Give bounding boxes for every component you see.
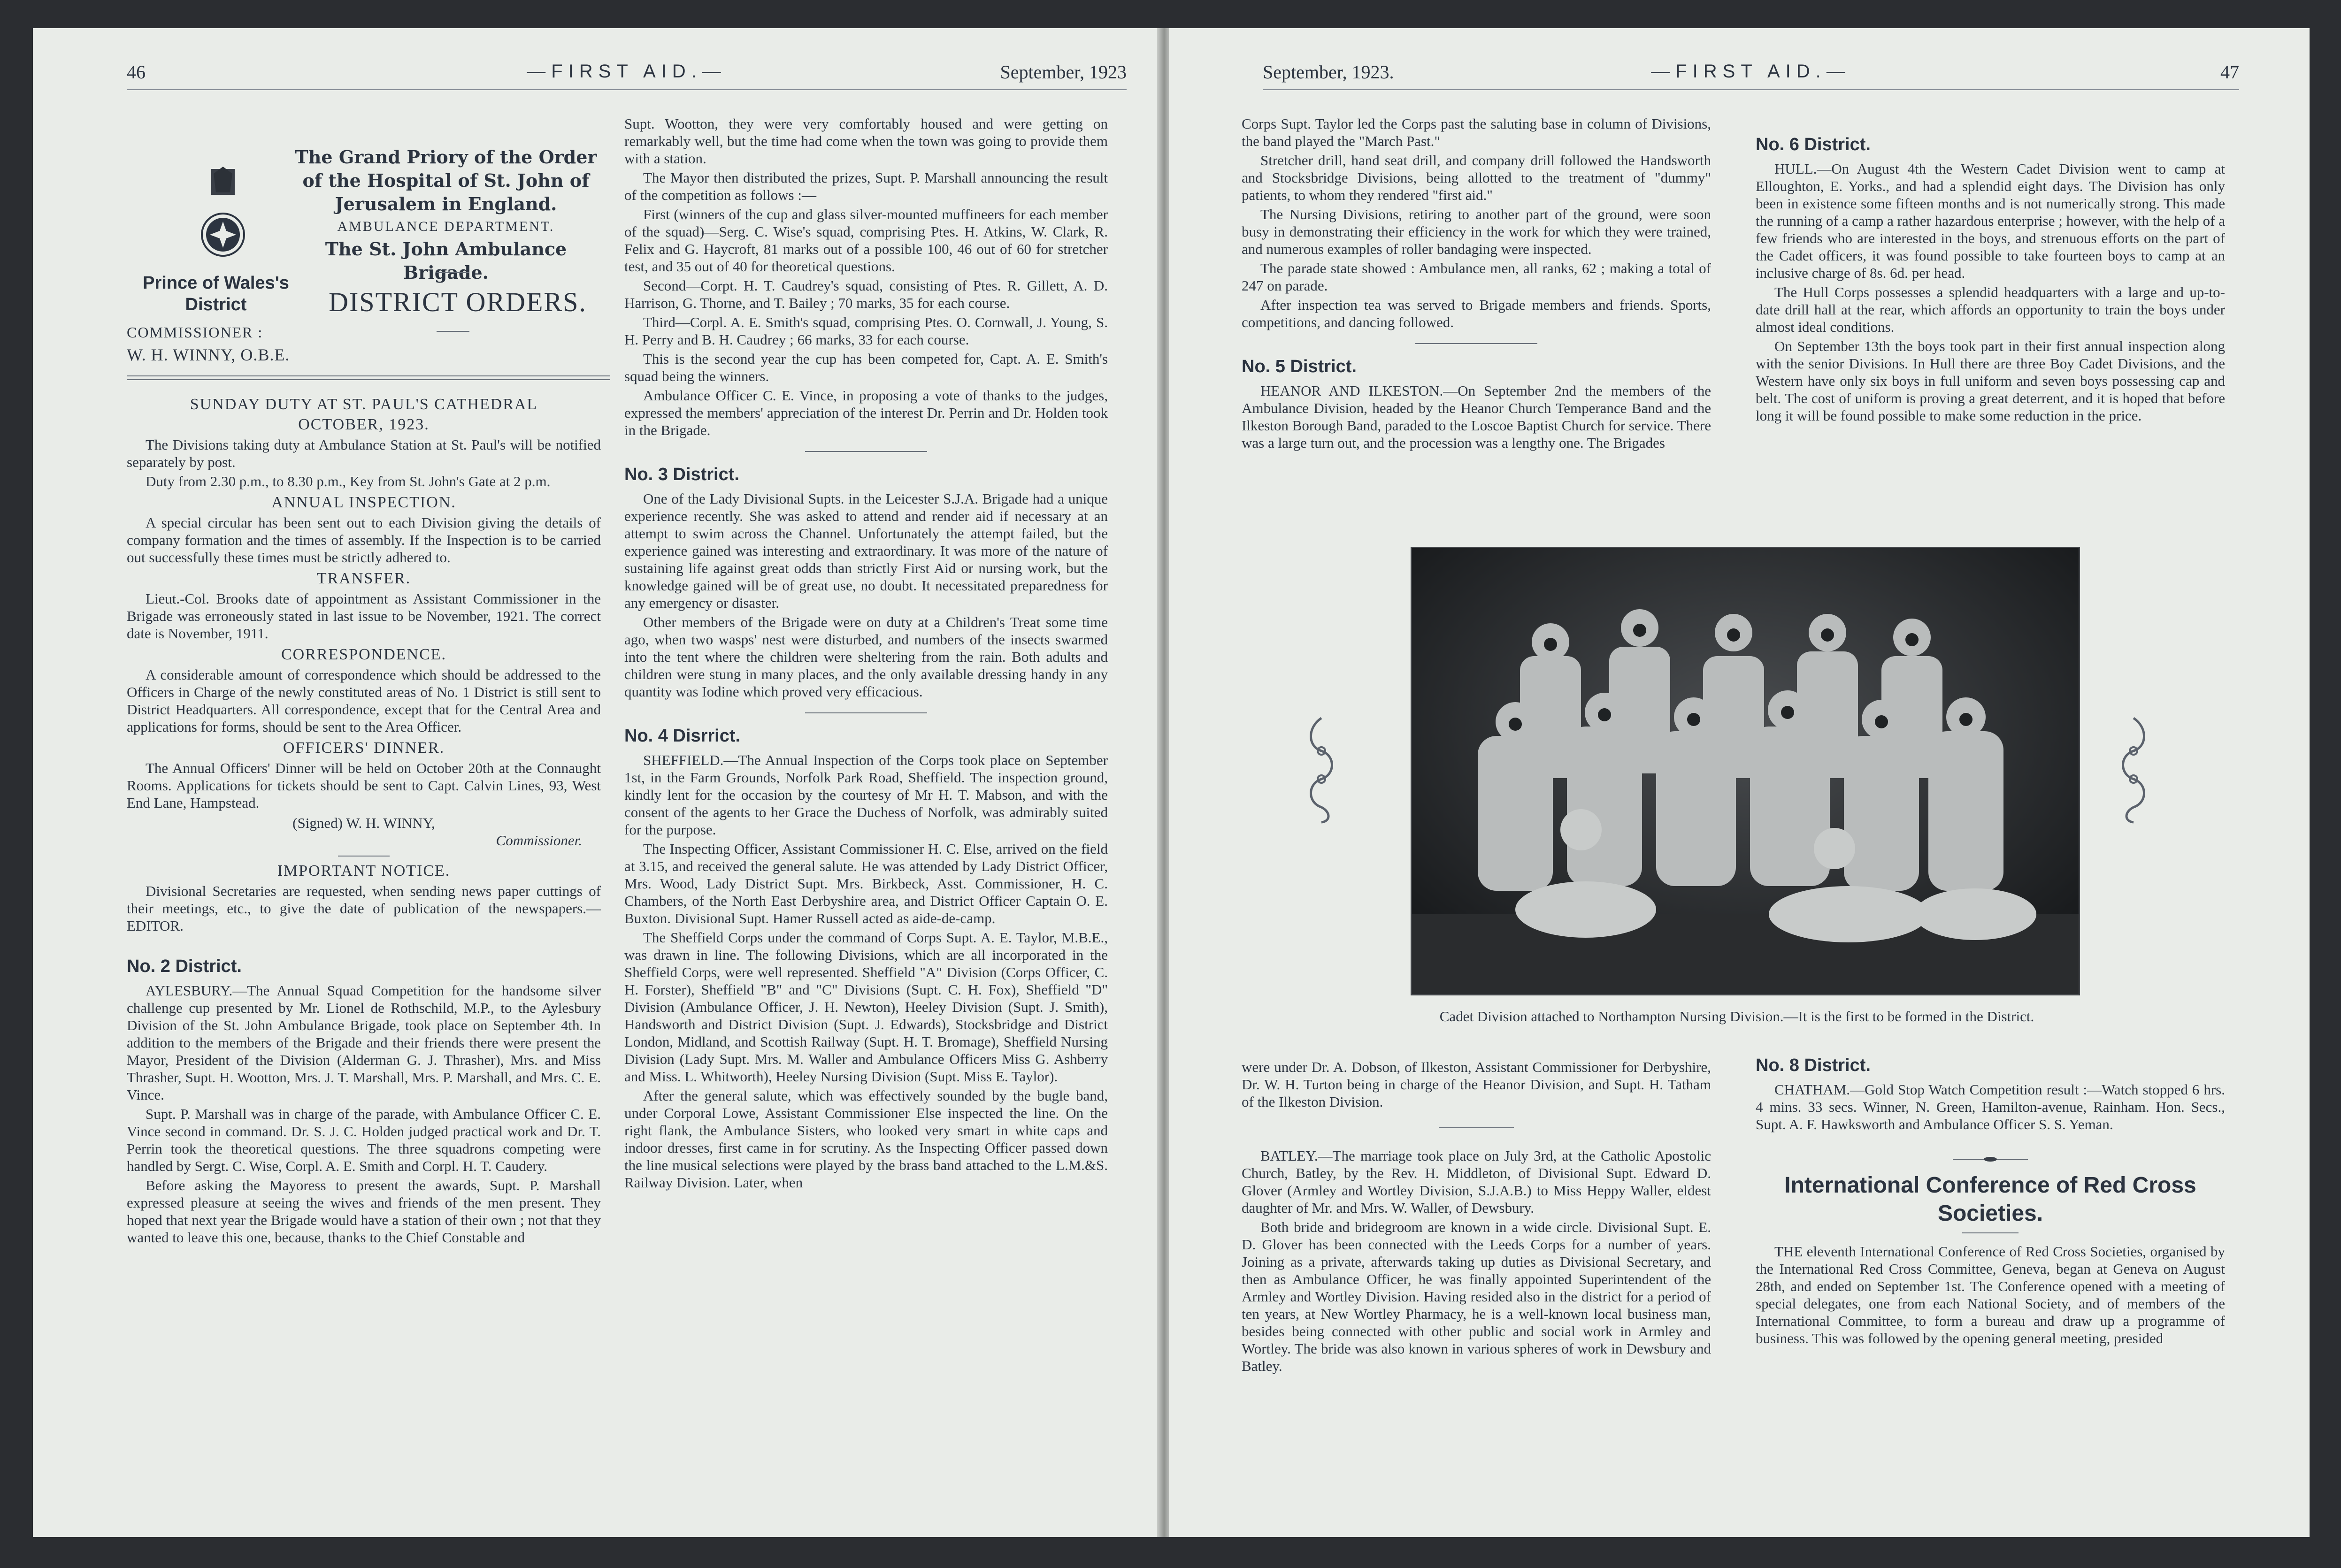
no4-text-3: The Sheffield Corps under the command of Corps Supt. A. E. Taylor, M.B.E., was drawn in line. The following Divisions, which are all incorporated in the Sheffield Corps, were well represented. Sheffield "A" Division (Corps Officer, C. H. Forster), Sheffield "B" and "C" Divisions (Supt. C. H. Fox), Sheffield "D" Division (Ambulance Officer, J. H. Newton), Heeley Division (Supt. J. Smith), Handsworth and District Division (Supt. J. Edwards), Stocksbridge and District London, Midland, and Scottish Railway (Supt. H. T. Bromage), Sheffield Nursing Division (Lady Supt. Mrs. M. Waller and Ambulance Officers Miss G. Ashberry and Miss. L. Whitworth), Heeley Nursing Division (Supt. Miss E. Taylor). xyxy=(624,929,1108,1085)
priory-title xyxy=(282,145,610,284)
r-col3-rule xyxy=(1439,1127,1514,1128)
annual-inspection-text: A special circular has been sent out to each Division giving the details of company formation and the times of assembly. If the Inspection is to be carried out successfully these times must be strictly adhered to. xyxy=(127,514,601,566)
no8-district-heading: No. 8 District. xyxy=(1756,1056,1871,1075)
no3-text-1: One of the Lady Divisional Supts. in the Leicester S.J.A. Brigade had a unique experience recently. She was asked to attend and render aid if necessary at an attempt to swim across the Channel. Unfortunately the attempt failed, but the experience gained was interesting and extraordinary. It was more of the nature of sustaining life against great odds than strictly First Aid or nursing work, but the knowledge gained will be of great use, no doubt. It necessitated preparedness for any emergency or disaster. xyxy=(624,490,1108,611)
commissioner-name: W. H. WINNY, O.B.E. xyxy=(127,345,290,364)
r-col3-text-1: were under Dr. A. Dobson, of Ilkeston, Assistant Commissioner for Derbyshire, Dr. W. H. Turton being in charge of the Heanor Division, and Supt. H. Tatham of the Ilkeston Division. xyxy=(1242,1059,1711,1110)
no2-text-1: AYLESBURY.—The Annual Squad Competition for the handsome silver challenge cup presented by Mr. Lionel de Rothschild, M.P., to the Aylesbury Division of the St. John Ambulance Brigade, took place on September 4th. In addition to the members of the Brigade and their friends there were present the Mayor, President of the Division (Alderman G. J. Thrasher), Mrs. and Miss Thrasher, Supt. H. Wootton, Mrs. J. T. Marshall, Mrs. P. Marshall, and Mrs. C. E. Vince. xyxy=(127,982,601,1103)
signed-line: (Signed) W. H. WINNY, xyxy=(292,815,435,831)
intl-conference-text: THE eleventh International Conference of Red Cross Societies, organised by the International Red Cross Committee, Geneva, began at Geneva on August 28th, and ended on September 1st. The Conference opened with a meeting of special delegates, one from each National Society, and of members of the International Committee, to form a bureau and draw up a programme of business. This was followed by the opening general meeting, presided xyxy=(1756,1243,2225,1346)
col2-text-2: The Mayor then distributed the prizes, Supt. P. Marshall announcing the result of the competition as follows :— xyxy=(624,169,1108,203)
intl-rule xyxy=(1962,1232,2019,1233)
order-crest-icon xyxy=(192,164,253,282)
r-col1-text-4: The parade state showed : Ambulance men, all ranks, 62 ; making a total of 247 on parade. xyxy=(1242,260,1711,294)
no8-text-1: CHATHAM.—Gold Stop Watch Competition result :—Watch stopped 6 hrs. 4 mins. 33 secs. Winner, N. Green, Hamilton-avenue, Rainham. Hon. Secs., Supt. A. F. Hawksworth and Ambulance Officer S. S. Yeman. xyxy=(1756,1081,2225,1132)
col2-text-3: First (winners of the cup and glass silver-mounted muffineers for each member of the squad)—Serg. C. Wise's squad, comprising Ptes. H. Atkins, W. Clark, R. Felix and G. Haycroft, 81 marks out of a possible 100, 46 out of 60 for stretcher test, and 35 out of 40 for theoretical questions. xyxy=(624,206,1108,275)
sunday-duty-month: OCTOBER, 1923. xyxy=(298,416,430,433)
col2-text-7: Ambulance Officer C. E. Vince, in proposing a vote of thanks to the judges, expressed the members' appreciation of the interest Dr. Perrin and Dr. Holden took in the Brigade. xyxy=(624,387,1108,438)
left-column-1 xyxy=(127,392,601,1248)
annual-inspection-title: ANNUAL INSPECTION. xyxy=(271,494,456,511)
col2-text-5: Third—Corpl. A. E. Smith's squad, comprising Ptes. O. Cornwall, J. Young, S. H. Perry and B. H. Caudrey ; 66 marks, 33 for each course. xyxy=(624,314,1108,348)
ornamental-rule-icon xyxy=(1953,1156,2028,1162)
district-name: Prince of Wales's District xyxy=(143,273,289,314)
sunday-duty-title: SUNDAY DUTY AT ST. PAUL'S CATHEDRAL xyxy=(190,396,538,413)
no2-text-2: Supt. P. Marshall was in charge of the parade, with Ambulance Officer C. E. Vince second in command. Dr. S. J. C. Holden judged practical work and Dr. T. Perrin took the theoretical questions. The three squadrons competing were handled by Sergt. C. Wise, Corpl. A. E. Smith and Corpl. H. T. Caudery. xyxy=(127,1106,601,1174)
photo-caption: Cadet Division attached to Northampton Nursing Division.—It is the first to be formed in the District. xyxy=(1439,1008,2034,1025)
no4-text-1: SHEFFIELD.—The Annual Inspection of the Corps took place on September 1st, in the Farm Grounds, Norfolk Park Road, Sheffield. The inspection ground, kindly lent for the occasion by the courtesy of Mr H. T. Mabson, and with the consent of the agents to her Grace the Duchess of Norfolk, was admirably suited for the purpose. xyxy=(624,752,1108,838)
right-column-1 xyxy=(1242,115,1711,453)
col2-rule-2 xyxy=(805,712,927,713)
transfer-title: TRANSFER. xyxy=(316,570,411,587)
sunday-duty-text-1: The Divisions taking duty at Ambulance Station at St. Paul's will be notified separately by post. xyxy=(127,436,601,470)
priory-line-3: Jerusalem in England. xyxy=(335,193,557,214)
transfer-text: Lieut.-Col. Brooks date of appointment as Assistant Commissioner in the Brigade was erroneously stated in last issue to be November, 1921. The correct date is November, 1911. xyxy=(127,590,601,642)
masthead-double-rule xyxy=(127,375,610,380)
masthead-rule-bottom xyxy=(437,331,469,332)
no6-text-2: The Hull Corps possesses a splendid headquarters with a large and up-to-date drill hall at the rear, which affords an opportunity to train the boys under almost ideal conditions. xyxy=(1756,284,2225,335)
right-column-2 xyxy=(1756,115,2225,426)
no5-district-heading: No. 5 District. xyxy=(1242,357,1357,376)
group-photo-image xyxy=(1412,548,2079,994)
r-col1-rule xyxy=(1415,343,1537,344)
right-column-3 xyxy=(1242,1058,1711,1377)
r-col1-text-2: Stretcher drill, hand seat drill, and company drill followed the Handsworth and Stocksbridge Divisions, being allotted to the treatment of "dummy" patients, to whom they rendered "first aid." xyxy=(1242,152,1711,203)
group-photograph xyxy=(1411,547,2080,995)
sunday-duty-text-2: Duty from 2.30 p.m., to 8.30 p.m., Key from St. John's Gate at 2 p.m. xyxy=(146,473,551,490)
batley-text-2: Both bride and bridegroom are known in a wide circle. Divisional Supt. E. D. Glover has been connected with the Leeds Corps for a number of years. Joining as a private, afterwards taking up duties as Divisional Secretary, and then as Ambulance Officer, he was finally appointed Superintendent of the Armley and Wortley Division. Having resided also in the district for a period of ten years, at New Wortley Pharmacy, he is a well-known local business man, besides being connected with other public and social work in Armley and Wortley. The bride was also known in various spheres of work in Dewsbury and Batley. xyxy=(1242,1219,1711,1374)
no3-text-2: Other members of the Brigade were on duty at a Children's Treat some time ago, when two wasps' nest were disturbed, and numbers of the insects swarmed into the tent where the children were sheltering from the rain. Both adults and children were stung in many places, and the only available dressing handy in any quantity was Iodine which proved very efficacious. xyxy=(624,614,1108,700)
col2-text-1: Supt. Wootton, they were very comfortably housed and were getting on remarkably well, but the time had come when the town was going to provide them with a station. xyxy=(624,115,1108,167)
scroll-ornament-left-icon xyxy=(1305,713,1338,826)
signed-role: Commissioner. xyxy=(496,832,582,849)
notice-rule xyxy=(338,856,390,857)
r-col1-text-5: After inspection tea was served to Brigade members and friends. Sports, competitions, and dancing followed. xyxy=(1242,297,1711,330)
no2-district-heading: No. 2 District. xyxy=(127,956,242,976)
no5-text-1: HEANOR AND ILKESTON.—On September 2nd the members of the Ambulance Division, headed by the Heanor Church Temperance Band and the Ilkeston Borough Band, paraded to the Loscoe Baptist Church for service. There was a large turn out, and the procession was a lengthy one. The Brigades xyxy=(1242,382,1711,451)
no6-district-heading: No. 6 District. xyxy=(1756,135,1871,154)
no6-text-1: HULL.—On August 4th the Western Cadet Division went to camp at Elloughton, E. Yorks., and had a splendid eight days. The Division has only been in existence some fifteen months and is not numerically strong. This made the running of a camp a rather hazardous enterprise ; however, with the help of a few friends who are interested in the boys, and strenuous efforts on the part of the Cadet officers, it was found possible to take fourteen boys to camp at an inclusive charge of 8s. 6d. per head. xyxy=(1756,161,2225,281)
left-column-2 xyxy=(624,115,1108,1193)
commissioner-label: COMMISSIONER : xyxy=(127,324,263,341)
col2-rule-1 xyxy=(805,451,927,452)
masthead-rule-top xyxy=(437,272,469,273)
officers-dinner-title: OFFICERS' DINNER. xyxy=(283,739,445,757)
no2-text-3: Before asking the Mayoress to present the awards, Supt. P. Marshall expressed pleasure at seeing the wives and friends of the men present. They hoped that next year the Brigade would have a station of their own ; not that they wanted to leave this one, because, thanks to the Chief Constable and xyxy=(127,1177,601,1246)
no4-text-4: After the general salute, which was effectively sounded by the bugle band, under Corporal Lowe, Assistant Commissioner Else inspected the line. On the right flank, the Ambulance Sisters, who looked very smart in white caps and indoor dresses, first came in for scrutiny. As the Inspecting Officer passed down the line musical selections were played by the brass band attached to the L.M.&S. Railway Division. Later, when xyxy=(624,1087,1108,1191)
masthead xyxy=(127,113,610,375)
district-orders-title: DISTRICT ORDERS. xyxy=(329,287,587,317)
right-running-header xyxy=(1263,56,2239,90)
left-page-number: 46 xyxy=(127,61,146,83)
department-label: AMBULANCE DEPARTMENT. xyxy=(337,219,555,234)
priory-line-2: of the Hospital of St. John of xyxy=(302,170,590,191)
batley-text-1: BATLEY.—The marriage took place on July 3rd, at the Catholic Apostolic Church, Batley, by the Rev. H. Middleton, of Divisional Supt. Edward D. Glover (Armley and Wortley Division, S.J.A.B.) to Miss Heppy Waller, eldest daughter of Mr. and Mrs. W. Waller, of Dewsbury. xyxy=(1242,1147,1711,1216)
no4-district-heading: No. 4 Disrrict. xyxy=(624,726,741,746)
left-page-date: September, 1923 xyxy=(1000,61,1127,83)
correspondence-text: A considerable amount of correspondence which should be addressed to the Officers in Charge of the newly constituted areas of No. 1 District is still sent to District Headquarters. All correspondence, except that for the Central Area and applications for forms, should be sent to the Area Officer. xyxy=(127,666,601,735)
intl-conference-title: International Conference of Red Cross Societies. xyxy=(1784,1173,2196,1226)
brigade-title: The St. John Ambulance Brigade. xyxy=(325,238,567,283)
left-running-title: —FIRST AID.— xyxy=(527,61,727,82)
important-notice-title: IMPORTANT NOTICE. xyxy=(277,862,451,880)
right-column-4 xyxy=(1756,1047,2225,1349)
priory-line-1: The Grand Priory of the Order xyxy=(295,146,597,168)
scroll-ornament-right-icon xyxy=(2117,713,2150,826)
col2-text-4: Second—Corpt. H. T. Caudrey's squad, consisting of Ptes. R. Gillett, A. D. Harrison, G. Thorne, and T. Bailey ; 70 marks, 35 for each course. xyxy=(624,277,1108,311)
correspondence-title: CORRESPONDENCE. xyxy=(281,646,447,663)
right-page-number: 47 xyxy=(2220,61,2239,83)
right-page-date: September, 1923. xyxy=(1263,61,1394,83)
important-notice-text: Divisional Secretaries are requested, when sending news paper cuttings of their meetings, etc., to give the date of publication of the newspapers.—EDITOR. xyxy=(127,883,601,934)
officers-dinner-text: The Annual Officers' Dinner will be held on October 20th at the Connaught Rooms. Applications for tickets should be sent to Capt. Calvin Lines, 93, West End Lane, Hampstead. xyxy=(127,760,601,811)
no4-text-2: The Inspecting Officer, Assistant Commissioner H. C. Else, arrived on the field at 3.15, and received the general salute. He was attended by Lady District Officer, Mrs. Wood, Lady District Supt. Mrs. Birkbeck, Asst. Commissioner, H. C. Chambers, of the North East Derbyshire area, and District Officer Captain O. E. Buxton. Divisional Supt. Hamer Russell acted as aide-de-camp. xyxy=(624,841,1108,926)
left-running-header xyxy=(127,56,1127,90)
no6-text-3: On September 13th the boys took part in their first annual inspection along with the senior Divisions. In Hull there are three Boy Cadet Divisions, and the Western have only six boys in full uniform and seven boys possessing cap and belt. The cost of uniform is proving a great deterrent, and it is hoped that before long it will be found possible to make some reduction in the price. xyxy=(1756,338,2225,424)
col2-text-6: This is the second year the cup has been competed for, Capt. A. E. Smith's squad being the winners. xyxy=(624,351,1108,384)
no3-district-heading: No. 3 District. xyxy=(624,465,739,484)
r-col1-text-3: The Nursing Divisions, retiring to another part of the ground, were soon busy in demonstrating their efficiency in the work for which they were trained, and numerous examples of roller bandaging were inspected. xyxy=(1242,206,1711,257)
r-col1-text-1: Corps Supt. Taylor led the Corps past the saluting base in column of Divisions, the band played the "March Past." xyxy=(1242,115,1711,149)
right-running-title: —FIRST AID.— xyxy=(1651,61,1851,82)
